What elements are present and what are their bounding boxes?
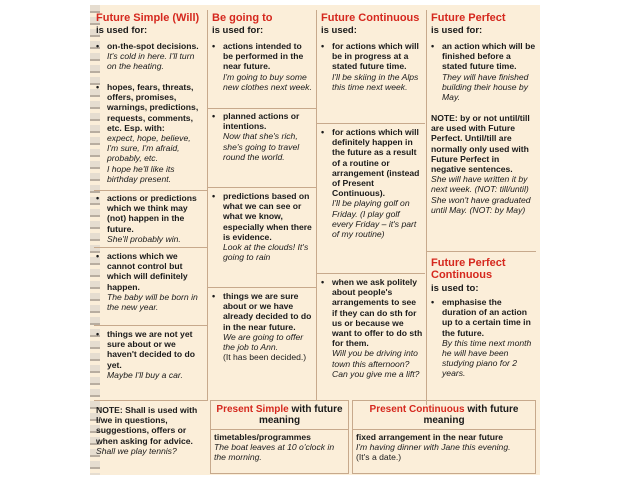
subheading: is used:	[321, 25, 357, 36]
list-item: • for actions which will definitely happen in the future as a result of a routine or arrangement (instead of Present Continuous). I'll be playing golf on Friday. (I play golf every Friday – it's part of my routine)	[321, 127, 420, 240]
list-item: • actions or predictions which we think may (not) happen in the future. She'll probably win.	[96, 193, 197, 244]
divider	[207, 10, 208, 400]
shall-note: NOTE: Shall is used with I/we in questions, suggestions, offers or when asking for advice. Shall we play tennis?	[96, 405, 198, 456]
divider	[426, 10, 427, 405]
list-item: • actions intended to be performed in the near future. I'm going to buy some new clothes next week.	[212, 41, 312, 92]
subheading: is used to:	[431, 283, 479, 294]
list-item: • planned actions or intentions. Now that she's rich, she's going to travel round the world.	[212, 111, 300, 162]
list-item: • on-the-spot decisions. It's cold in here. I'll turn on the heating.	[96, 41, 199, 72]
divider	[94, 247, 208, 248]
heading-future-perfect: Future Perfect	[431, 12, 506, 24]
list-item: • actions which we cannot control but which will definitely happen. The baby will be born in the new year.	[96, 251, 198, 313]
subheading: is used for:	[96, 25, 148, 36]
list-item: • things we are not yet sure about or we haven't decided to do yet. Maybe I'll buy a car.	[96, 329, 195, 380]
by-until-note: NOTE: by or not until/till are used with Future Perfect. Until/till are normally only used with Future Perfect in negative sentences. She will have written it by next week. (NOT: till/until) She won't have graduated until May. (NOT: by May)	[431, 113, 531, 215]
list-item: fixed arrangement in the near future I'm having dinner with Jane this evening. (It's a date.)	[356, 432, 511, 463]
list-item: • for actions which will be in progress at a stated future time. I'll be skiing in the Alps this time next week.	[321, 41, 419, 92]
heading-present-continuous: Present Continuous with future meaning	[369, 404, 519, 426]
subheading: is used for:	[212, 25, 264, 36]
list-item: • hopes, fears, threats, offers, promises, warnings, predictions, requests, comments, etc. Esp. with: expect, hope, believe, I'm sure, I'm afraid, probably, etc. I hope he'll like its birthday present.	[96, 82, 199, 184]
present-continuous-box	[352, 400, 536, 474]
divider	[211, 429, 348, 430]
list-item: • predictions based on what we can see or what we know, especially when there is evidence. Look at the clouds! It's going to rain	[212, 191, 312, 263]
heading-be-going-to: Be going to	[212, 12, 273, 24]
present-simple-box	[210, 400, 349, 474]
list-item: • things we are sure about or we have already decided to do in the near future. We are going to offer the job to Ann. (It has been decided.)	[212, 291, 312, 363]
divider	[94, 400, 208, 401]
heading-future-simple: Future Simple (Will)	[96, 12, 200, 24]
divider	[208, 108, 316, 109]
subheading: is used for:	[431, 25, 483, 36]
divider	[317, 273, 425, 274]
list-item: • an action which will be finished before a stated future time. They will have finished building their house by May.	[431, 41, 536, 103]
grammar-sheet	[90, 5, 540, 475]
divider	[94, 325, 208, 326]
heading-future-perfect-continuous: Future Perfect Continuous	[431, 257, 506, 281]
heading-present-simple: Present Simple with future meaning	[216, 404, 343, 426]
divider	[353, 429, 535, 430]
heading-future-continuous: Future Continuous	[321, 12, 420, 24]
divider	[94, 190, 208, 191]
list-item: • when we ask politely about people's arrangements to see if they can do sth for us or because we want to offer to do sth for them. Will you be driving into town this afternoon? Can you give me a lift?	[321, 277, 423, 379]
divider	[427, 251, 536, 252]
list-item: • emphasise the duration of an action up to a certain time in the future. By this time next month he will have been studying piano for 2 years.	[431, 297, 532, 379]
list-item: timetables/programmes The boat leaves at 10 o'clock in the morning.	[214, 432, 335, 463]
divider	[208, 187, 316, 188]
divider	[317, 123, 425, 124]
divider	[208, 287, 316, 288]
divider	[316, 10, 317, 400]
